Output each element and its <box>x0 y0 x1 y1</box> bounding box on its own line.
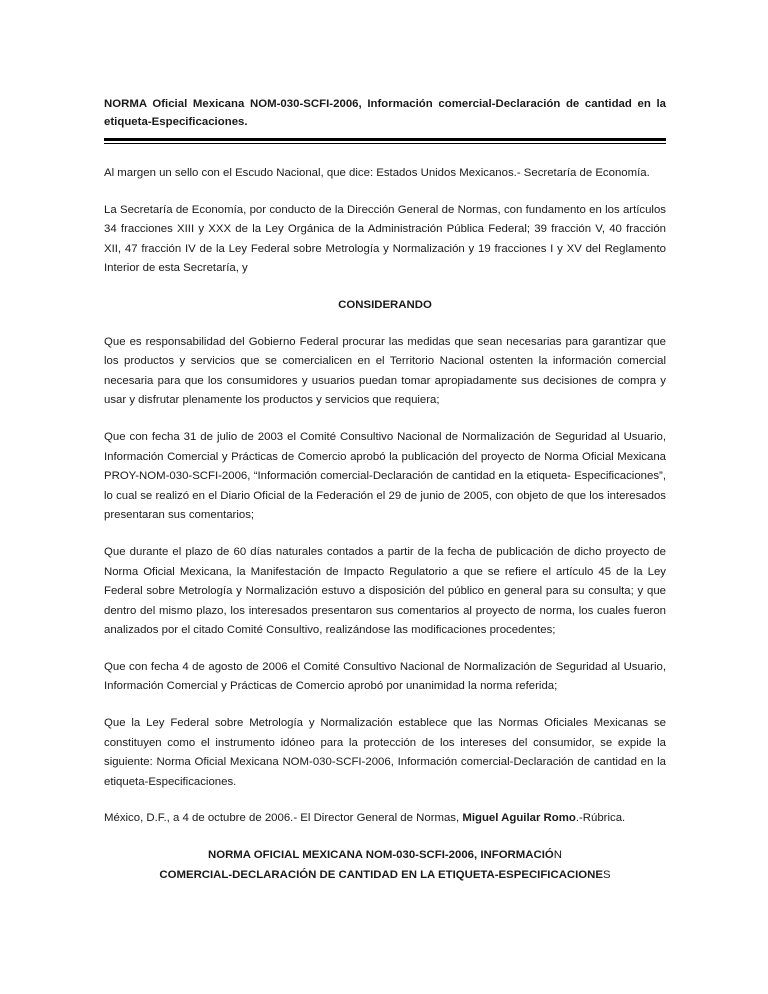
closing-title <box>104 846 666 885</box>
closing-title-line-2 <box>104 866 666 886</box>
paragraph-considerando-3: Que durante el plazo de 60 días naturales contados a partir de la fecha de publicación de dicho proyecto de Norma Oficial Mexicana, la Manifestación de Impacto Regulatorio a que se refiere el artículo 45 de la Ley Federal sobre Metrología y Normalización estuvo a disposición del público en general para su consulta; y que dentro del mismo plazo, los interesados presentaron sus comentarios al proyecto de norma, los cuales fueron analizados por el citado Comité Consultivo, realizándose las modificaciones procedentes; <box>104 545 666 637</box>
signature-trailing-text: .-Rúbrica. <box>575 812 626 825</box>
paragraph-legal-basis: La Secretaría de Economía, por conducto de la Dirección General de Normas, con fundamento en los artículos 34 fracciones XIII y XXX de la Ley Orgánica de la Administración Pública Federal; 39 fracción V, 40 fracción XII, 47 fracción IV de la Ley Federal sobre Metrología y Normalización y 19 fracciones I y XV del Reglamento Interior de esta Secretaría, y <box>104 203 666 275</box>
closing-title-line-1 <box>104 846 666 866</box>
paragraph-seal: Al margen un sello con el Escudo Nacional, que dice: Estados Unidos Mexicanos.- Secretaría de Economía. <box>104 167 650 179</box>
closing-title-line-1-tail: N <box>553 849 562 862</box>
considerando-heading: CONSIDERANDO <box>338 298 432 311</box>
closing-title-line-2-bold: COMERCIAL-DECLARACIÓN DE CANTIDAD EN LA ETIQUETA-ESPECIFICACIONE <box>159 868 603 881</box>
closing-title-line-1-bold: NORMA OFICIAL MEXICANA NOM-030-SCFI-2006, INFORMACIÓ <box>208 849 554 862</box>
title-double-rule <box>104 138 666 144</box>
document-content <box>104 96 666 885</box>
closing-title-line-2-tail: S <box>603 868 611 881</box>
paragraph-considerando-1: Que es responsabilidad del Gobierno Federal procurar las medidas que sean necesarias para garantizar que los productos y servicios que se comercialicen en el Territorio Nacional ostenten la información comercial necesaria para que los consumidores y usuarios puedan tomar apropiadamente sus decisiones de compra y usar y disfrutar plenamente los productos y servicios que requiera; <box>104 335 666 407</box>
signer-name: Miguel Aguilar Romo <box>462 812 576 825</box>
paragraph-considerando-4: Que con fecha 4 de agosto de 2006 el Comité Consultivo Nacional de Normalización de Seguridad al Usuario, Información Comercial y Prácticas de Comercio aprobó por unanimidad la norma referida; <box>104 660 666 693</box>
document-title: NORMA Oficial Mexicana NOM-030-SCFI-2006, Información comercial-Declaración de cantidad en la etiqueta-Especificaciones. <box>104 98 666 128</box>
paragraph-considerando-2: Que con fecha 31 de julio de 2003 el Comité Consultivo Nacional de Normalización de Seguridad al Usuario, Información Comercial y Prácticas de Comercio aprobó la publicación del proyecto de Norma Oficial Mexicana PROY-NOM-030-SCFI-2006, “Información comercial-Declaración de cantidad en la etiqueta- Especificaciones”, lo cual se realizó en el Diario Oficial de la Federación el 29 de junio de 2005, con objeto de que los interesados presentaran sus comentarios; <box>104 430 666 522</box>
signature-line <box>104 809 666 829</box>
signature-lead-text: México, D.F., a 4 de octubre de 2006.- El Director General de Normas, <box>104 812 463 825</box>
paragraph-considerando-5: Que la Ley Federal sobre Metrología y Normalización establece que las Normas Oficiales Mexicanas se constituyen como el instrumento idóneo para la protección de los intereses del consumidor, se expide la siguiente: Norma Oficial Mexicana NOM-030-SCFI-2006, Información comercial-Declaración de cantidad en la etiqueta-Especificaciones. <box>104 717 666 788</box>
